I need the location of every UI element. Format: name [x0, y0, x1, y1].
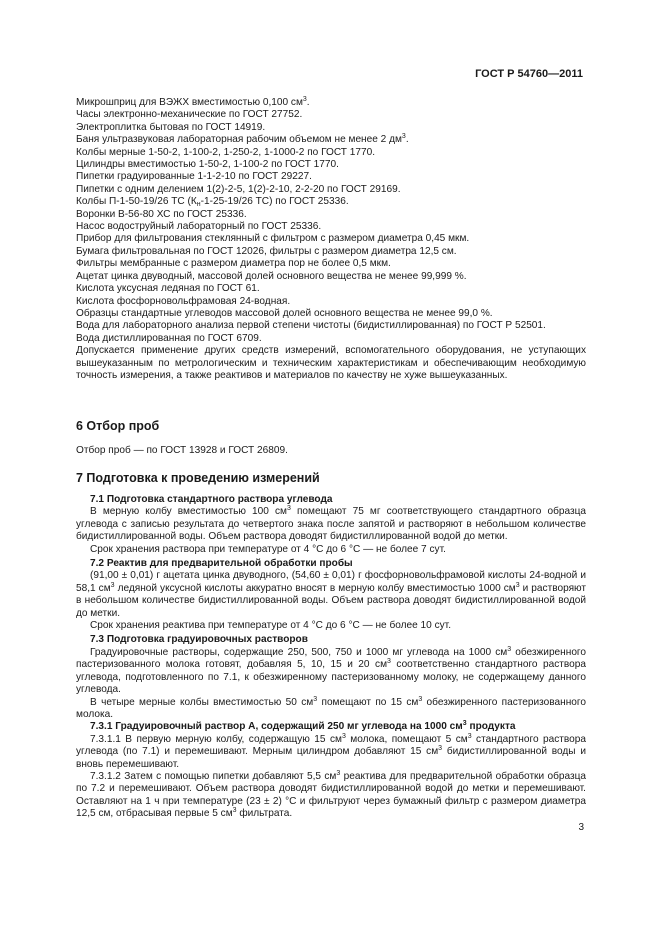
list-item: Колбы П-1-50-19/26 ТС ($К_н-1-25-19/26$ ТС) по ГОСТ 25336. — [76, 196, 349, 209]
paragraph: В четыре мерные колбы вместимостью 50 $см^3$ помещают по 15 $см^3$ обезжиренного пастеризованного молока. — [76, 695, 586, 720]
section-heading: 7 Подготовка к проведению измерений — [76, 471, 320, 485]
list-item: Бумага фильтровальная по ГОСТ 12026, фильтры с размером диаметра 12,5 см. — [76, 245, 457, 257]
list-item: Насос водоструйный лабораторный по ГОСТ 25336. — [76, 221, 322, 233]
list-item: Образцы стандартные углеводов массовой долей основного вещества не менее 99,0 %. — [76, 307, 493, 319]
page-number: 3 — [578, 822, 584, 833]
list-item: Часы электронно-механические по ГОСТ 27752. — [76, 109, 303, 121]
list-item: Электроплитка бытовая по ГОСТ 14919. — [76, 121, 266, 133]
subsection-heading: 7.1 Подготовка стандартного раствора углевода — [90, 494, 333, 505]
paragraph: 7.3.1.1 В первую мерную колбу, содержащую 15 $см^3$ молока, помещают 5 $см^3$ стандартного раствора углевода (по 7.1) и перемешивают. Мерным цилиндром добавляют 15 $см^3$ бидистиллированной воды и вновь перемешивают. — [76, 732, 586, 770]
section-7-body — [76, 494, 586, 821]
paragraph: Отбор проб — по ГОСТ 13928 и ГОСТ 26809. — [76, 445, 288, 456]
list-item: Ацетат цинка двуводный, массовой долей основного вещества не менее 99,999 %. — [76, 270, 467, 282]
paragraph: Срок хранения раствора при температуре от 4 °С до 6 °С — не более 7 сут. — [90, 543, 446, 555]
list-item: Кислота уксусная ледяная по ГОСТ 61. — [76, 283, 260, 295]
list-item: Вода для лабораторного анализа первой степени чистоты (бидистиллированная) по ГОСТ Р 52501. — [76, 320, 546, 332]
list-item: Воронки В-56-80 ХС по ГОСТ 25336. — [76, 208, 247, 220]
list-item: Колбы мерные 1-50-2, 1-100-2, 1-250-2, 1-1000-2 по ГОСТ 1770. — [76, 146, 376, 158]
paragraph: В мерную колбу вместимостью 100 $см^3$ помещают 75 мг соответствующего стандартного образца углевода с записью результата до четвертого знака после запятой и растворяют в небольшом количестве бидистиллированной воды. Объем раствора доводят бидистиллированной водой до метки. — [76, 505, 586, 543]
list-item: Вода дистиллированная по ГОСТ 6709. — [76, 332, 262, 344]
list-item: Кислота фосфорновольфрамовая 24-водная. — [76, 295, 291, 307]
subsection-heading: 7.3 Подготовка градуировочных растворов — [90, 634, 308, 646]
paragraph: Градуировочные растворы, содержащие 250, 500, 750 и 1000 мг углевода на 1000 $см^3$ обезжиренного пастеризованного молока готовят, добавляя 5, 10, 15 и 20 $см^3$ соответственно стандартного раствора углевода, подготовленного по 7.1, к обезжиренному пастеризованному молоку, не содержащему данного углевода. — [76, 645, 587, 696]
list-item: Баня ультразвуковая лабораторная рабочим объемом не менее 2 $дм^3$. — [76, 133, 409, 146]
list-item: Пипетки градуированные 1-1-2-10 по ГОСТ 29227. — [76, 171, 312, 183]
allowance-paragraph: Допускается применение других средств измерений, вспомогательного оборудования, не уступающих вышеуказанным по метрологическим и техническим характеристикам и обеспечивающим необходимую точность измерения, а также реактивов и материалов по качеству не хуже вышеуказанных. — [76, 345, 586, 381]
paragraph: 7.3.1.2 Затем с помощью пипетки добавляют 5,5 $см^3$ реактива для предварительной обработки образца по 7.2 и перемешивают. Объем раствора доводят бидистиллированной водой до метки и перемешивают. Оставляют на 1 ч при температуре (23 ± 2) °С и фильтруют через бумажный фильтр с размером диаметра 12,5 см, отбрасывая первые 5 $см^3$ фильтрата. — [76, 769, 586, 820]
list-item: Прибор для фильтрования стеклянный с фильтром с размером диаметра 0,45 мкм. — [76, 233, 470, 245]
list-item: Фильтры мембранные с размером диаметра пор не более 0,5 мкм. — [76, 258, 391, 270]
equipment-list — [76, 97, 586, 382]
subsection-heading: 7.2 Реактив для предварительной обработки пробы — [90, 558, 353, 570]
list-item: Пипетки с одним делением 1(2)-2-5, 1(2)-2-10, 2-2-20 по ГОСТ 29169. — [76, 183, 401, 195]
subsubsection-heading: 7.3.1 Градуировочный раствор А, содержащий 250 мг углевода на 1000 $см^3$ продукта — [90, 720, 516, 733]
list-item: Микрошприц для ВЭЖХ вместимостью 0,100 $см^3$. — [76, 96, 310, 108]
paragraph: Срок хранения реактива при температуре от 4 °С до 6 °С — не более 10 сут. — [90, 620, 451, 632]
standard-header: ГОСТ Р 54760—2011 — [475, 68, 583, 80]
section-6-body — [76, 445, 586, 457]
list-item: Цилиндры вместимостью 1-50-2, 1-100-2 по ГОСТ 1770. — [76, 159, 339, 171]
paragraph: (91,00 ± 0,01) г ацетата цинка двуводного, (54,60 ± 0,01) г фосфорновольфрамовой кислоты 24-водной и 58,1 $см^3$ ледяной уксусной кислоты аккуратно вносят в мерную колбу вместимостью 1000 $см^3$ и растворяют в небольшом количестве бидистиллированной воды. Объем раствора доводят бидистиллированной водой до метки. — [76, 570, 587, 619]
section-heading: 6 Отбор проб — [76, 419, 160, 433]
